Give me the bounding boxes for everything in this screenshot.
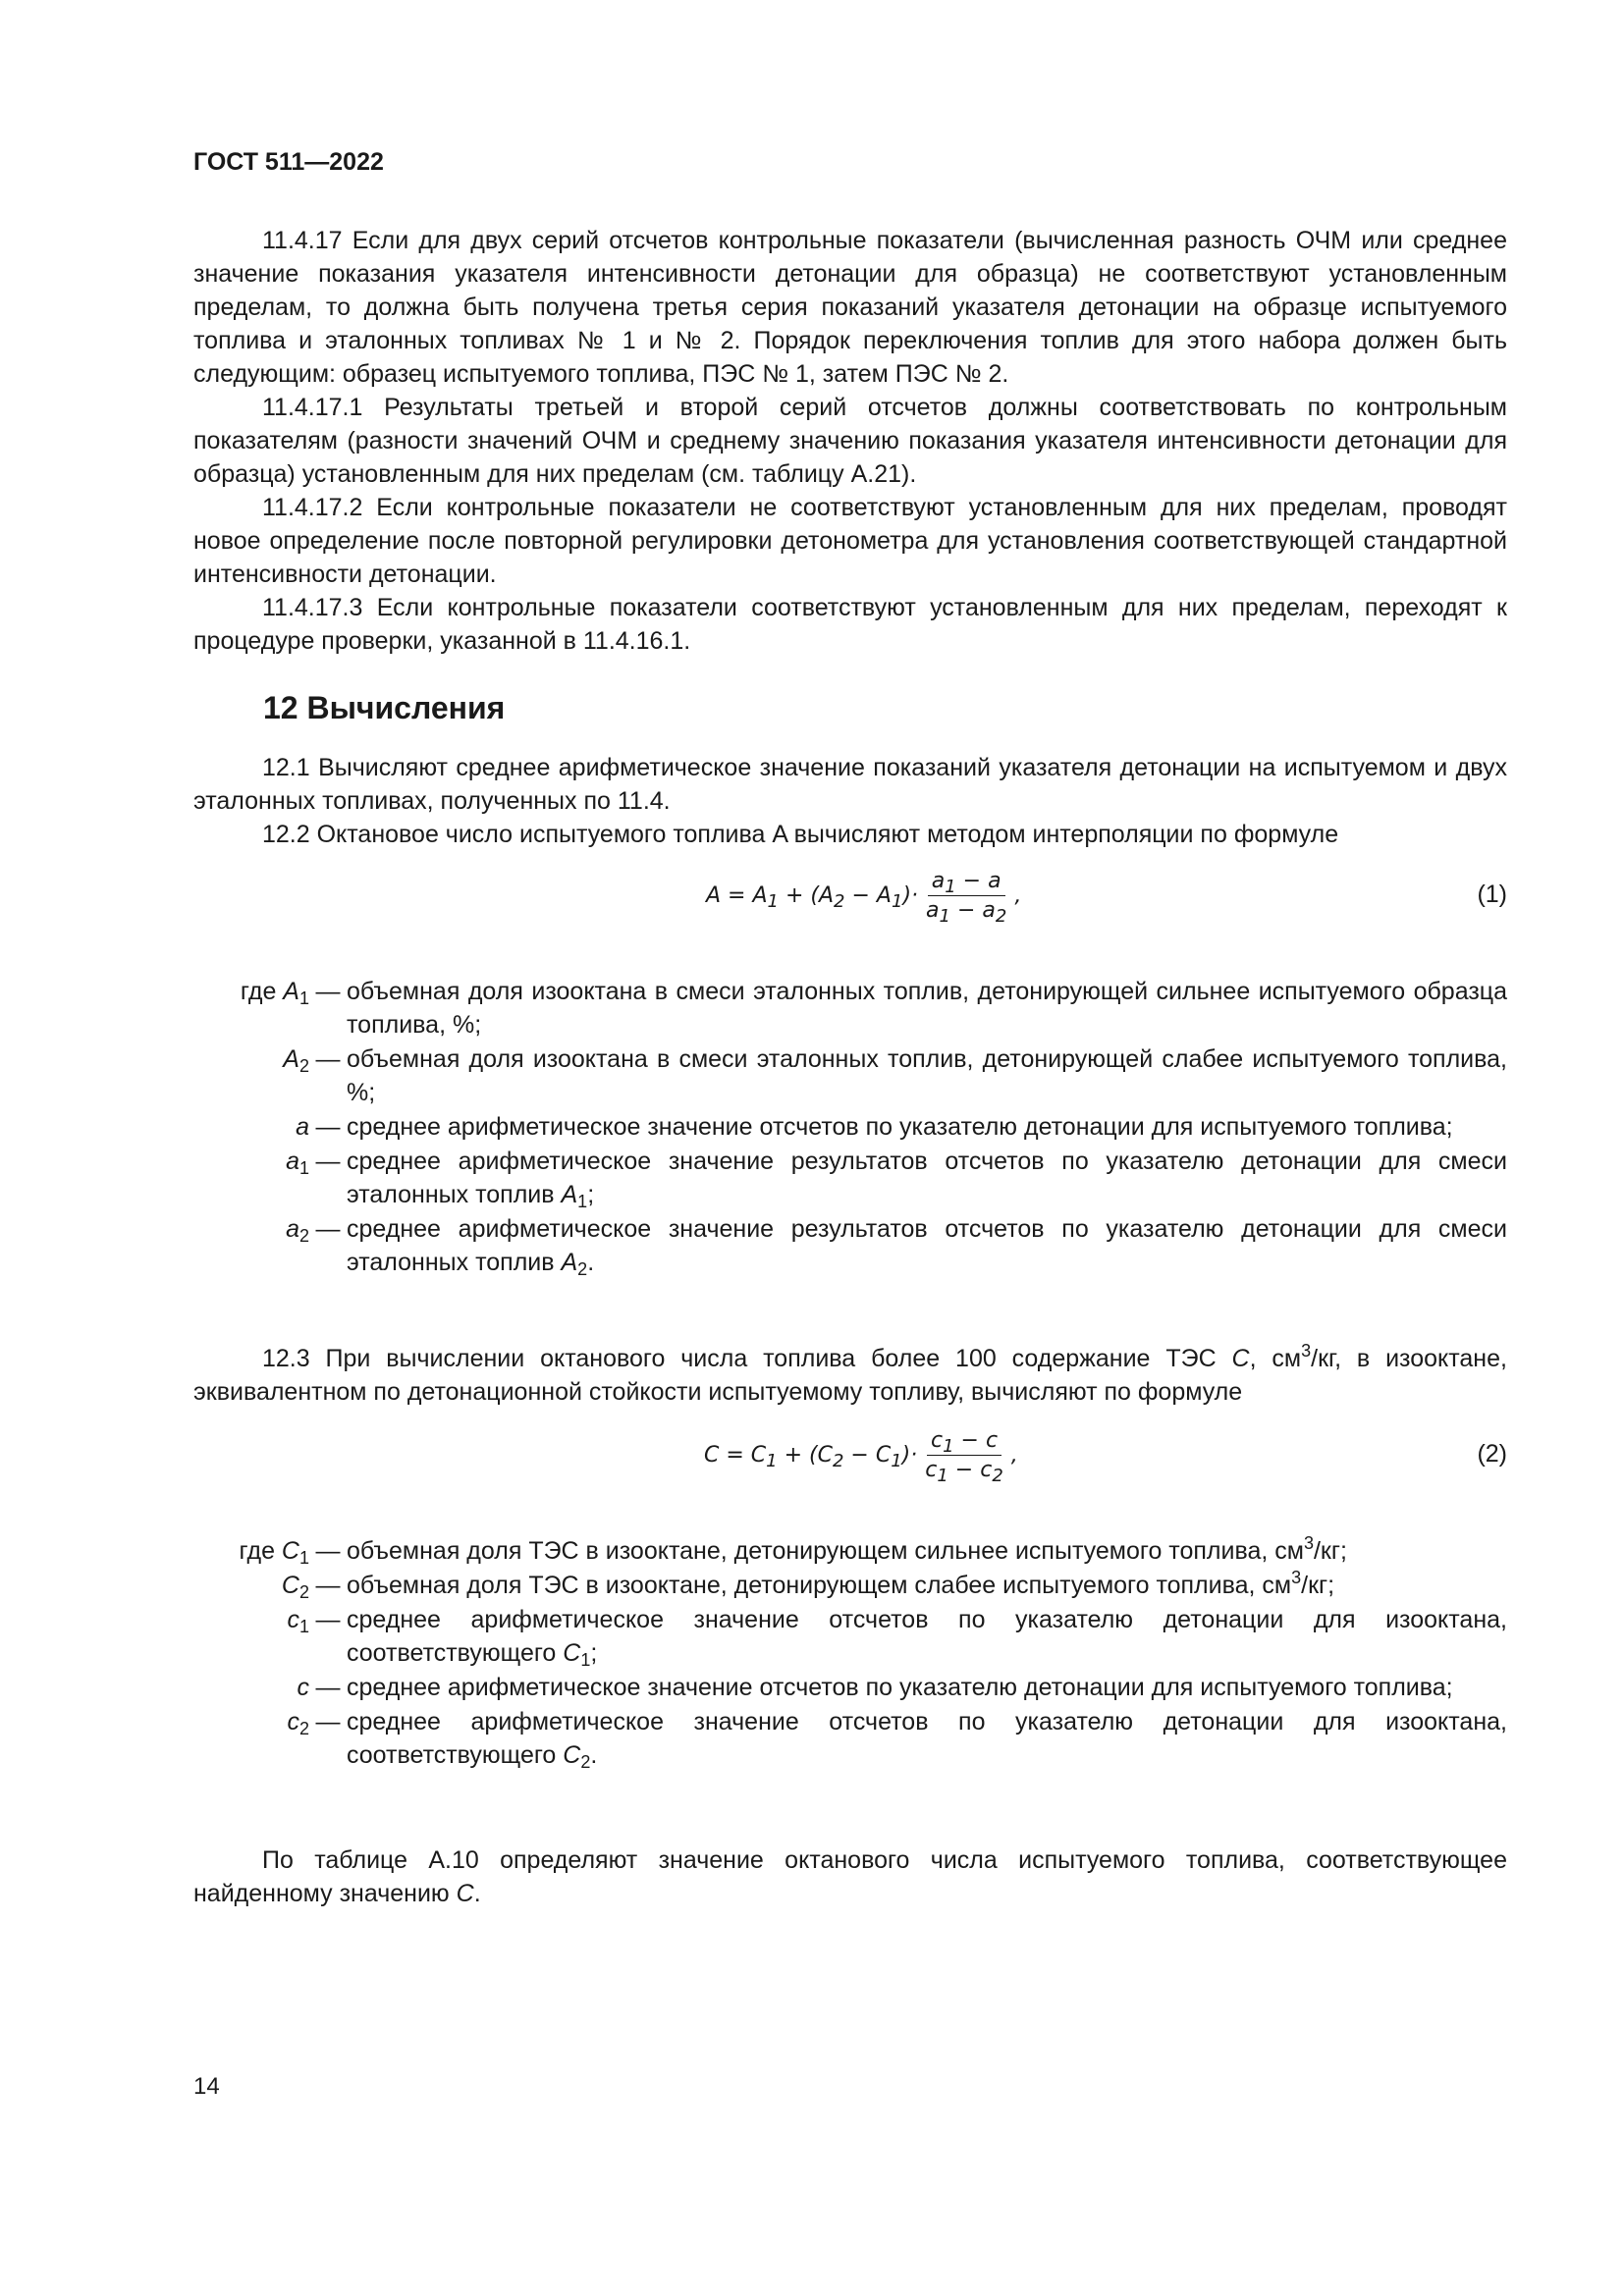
legend-1-row: $a_1$ — среднее арифметическое значение результатов отсчетов по указателю детонации для смеси эталонных топлив $A_1$; <box>286 1148 1507 1211</box>
legend-2-row: c — среднее арифметическое значение отсчетов по указателю детонации для испытуемого топлива; <box>297 1674 1453 1701</box>
formula-1: $A = A_1 + (A_2 - A_1)\cdot$ $\frac{a_1 - a}{a_1 - a_2}$ , (1) <box>706 869 1507 927</box>
paragraph-12-3-block <box>193 1342 1507 1409</box>
paragraph-12-3: 12.3 При вычислении октанового числа топлива более 100 содержание ТЭС C, $см^3/кг$, в изооктане, эквивалентном по детонационной стойкости испытуемому топливу, вычисляют по формуле <box>193 1341 1507 1406</box>
paragraph-12-1: 12.1 Вычисляют среднее арифметическое значение показаний указателя детонации на испытуемом и двух эталонных топливах, полученных по 11.4. <box>193 754 1507 815</box>
paragraph-11-4-17-1: 11.4.17.1 Результаты третьей и второй серий отсчетов должны соответствовать по контрольным показателям (разности значений ОЧМ и среднему значению показания указателя интенсивности детонации для образца) установленным для них пределам (см. таблицу А.21). <box>193 394 1507 488</box>
paragraph-11-4-17: 11.4.17 Если для двух серий отсчетов контрольные показатели (вычисленная разность ОЧМ или среднее значение показания указателя интенсивности детонации для образца) не соответствуют установленным пределам, то должна быть получена третья серия показаний указателя детонации на образце испытуемого топлива и эталонных топливах № 1 и № 2. Порядок переключения топлив для этого набора должен быть следующим: образец испытуемого топлива, ПЭС № 1, затем ПЭС № 2. <box>193 227 1507 388</box>
legend-2-row: $c_2$ — среднее арифметическое значение отсчетов по указателю детонации для изооктана, соответствующего $C_2$. <box>287 1708 1507 1772</box>
page-number: 14 <box>193 2073 220 2100</box>
legend-2-row: $c_1$ — среднее арифметическое значение отсчетов по указателю детонации для изооктана, соответствующего $C_1$; <box>287 1606 1507 1670</box>
formula-2-number: (2) <box>1477 1440 1507 1468</box>
legend-2 <box>193 1534 1507 1773</box>
legend-1-row: a — среднее арифметическое значение отсчетов по указателю детонации для испытуемого топлива; <box>296 1113 1453 1141</box>
legend-1-row: $a_2$ — среднее арифметическое значение результатов отсчетов по указателю детонации для смеси эталонных топлив $A_2$. <box>286 1215 1507 1279</box>
paragraph-11-4-17-2: 11.4.17.2 Если контрольные показатели не соответствуют установленным для них пределам, проводят новое определение после повторной регулировки детонометра для установления соответствующей стандартной интенсивности детонации. <box>193 494 1507 588</box>
paragraphs-12 <box>193 751 1507 851</box>
section-title: 12 Вычисления <box>263 690 506 725</box>
formula-2: $C = C_1 + (C_2 - C_1)\cdot$ $\frac{c_1 - c}{c_1 - c_2}$ , (2) <box>704 1428 1507 1486</box>
formula-1-number: (1) <box>1477 881 1507 908</box>
legend-1-row: $A_2$ — объемная доля изооктана в смеси эталонных топлив, детонирующей слабее испытуемого топлива, %; <box>283 1045 1507 1106</box>
legend-2-row: где $C_1$ — объемная доля ТЭС в изооктане, детонирующем сильнее испытуемого топлива, $см^3/кг$; <box>239 1533 1347 1568</box>
paragraph-12-2: 12.2 Октановое число испытуемого топлива A вычисляют методом интерполяции по формуле <box>262 821 1339 848</box>
paragraph-11-4-17-3: 11.4.17.3 Если контрольные показатели соответствуют установленным для них пределам, переходят к процедуре проверки, указанной в 11.4.16.1. <box>193 594 1507 655</box>
paragraph-final-block <box>193 1843 1507 1910</box>
legend-2-row: $C_2$ — объемная доля ТЭС в изооктане, детонирующем слабее испытуемого топлива, $см^3/кг$; <box>281 1568 1335 1602</box>
paragraphs-top <box>193 224 1507 658</box>
paragraph-final: По таблице А.10 определяют значение октанового числа испытуемого топлива, соответствующее найденному значению C. <box>193 1846 1507 1907</box>
legend-1-row: где $A_1$ — объемная доля изооктана в смеси эталонных топлив, детонирующей сильнее испытуемого образца топлива, %; <box>240 978 1507 1039</box>
document-header: ГОСТ 511—2022 <box>193 148 384 176</box>
legend-1 <box>193 975 1507 1280</box>
